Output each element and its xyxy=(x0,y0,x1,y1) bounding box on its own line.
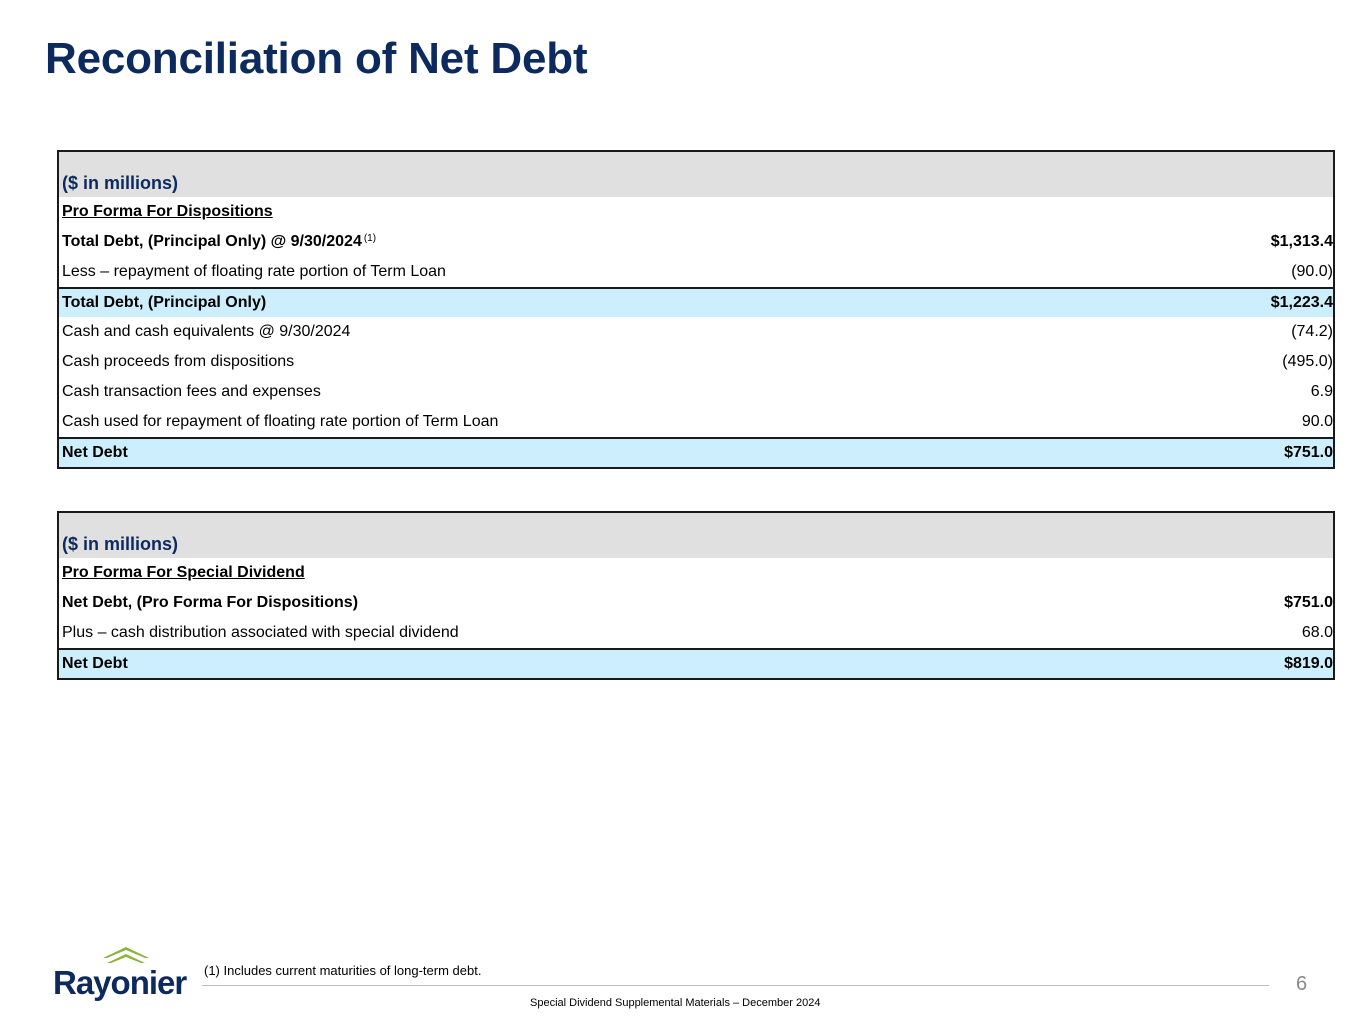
footer-divider xyxy=(202,985,1269,986)
units-label: ($ in millions) xyxy=(62,173,179,193)
row-value: (90.0) xyxy=(1291,263,1333,280)
row-label: Plus – cash distribution associated with special dividend xyxy=(62,624,459,641)
section-title: Pro Forma For Special Dividend xyxy=(62,564,305,581)
row-label: Cash transaction fees and expenses xyxy=(62,383,321,400)
table-row xyxy=(59,347,1333,377)
row-label: Total Debt, (Principal Only) @ 9/30/2024 xyxy=(62,233,362,250)
table-header xyxy=(59,513,1333,558)
row-value: $819.0 xyxy=(1284,655,1333,672)
section-title: Pro Forma For Dispositions xyxy=(62,203,273,220)
tree-mark-icon xyxy=(103,946,149,966)
row-value: $751.0 xyxy=(1284,594,1333,611)
row-value: $751.0 xyxy=(1284,444,1333,461)
table-row xyxy=(59,588,1333,618)
table-row xyxy=(59,317,1333,347)
table-row xyxy=(59,227,1333,257)
page-number: 6 xyxy=(1296,973,1308,995)
row-value: $1,223.4 xyxy=(1270,294,1333,311)
rayonier-logo xyxy=(53,946,203,1006)
table-row xyxy=(59,407,1333,437)
row-value: 68.0 xyxy=(1301,624,1333,641)
row-label: Net Debt xyxy=(62,655,128,672)
footnote: (1) Includes current maturities of long-term debt. xyxy=(204,963,482,978)
section-row xyxy=(59,558,1333,588)
net-debt-total-row xyxy=(59,437,1333,467)
row-value: (495.0) xyxy=(1282,353,1333,370)
row-label: Less – repayment of floating rate portion of Term Loan xyxy=(62,263,446,280)
row-value: (74.2) xyxy=(1291,323,1333,340)
table-header xyxy=(59,152,1333,197)
net-debt-special-dividend-table xyxy=(57,511,1335,680)
row-label: Total Debt, (Principal Only) xyxy=(62,294,267,311)
row-value: 90.0 xyxy=(1301,413,1333,430)
table-row xyxy=(59,618,1333,648)
section-row xyxy=(59,197,1333,227)
row-label: Net Debt xyxy=(62,444,128,461)
footer-caption: Special Dividend Supplemental Materials – December 2024 xyxy=(530,997,821,1009)
row-value: 6.9 xyxy=(1310,383,1333,400)
row-label: Cash proceeds from dispositions xyxy=(62,353,295,370)
table-row xyxy=(59,377,1333,407)
net-debt-dispositions-table xyxy=(57,150,1335,469)
footnote-marker: (1) xyxy=(363,233,377,244)
logo-wordmark: Rayonier xyxy=(53,964,187,1001)
row-label: Net Debt, (Pro Forma For Dispositions) xyxy=(62,594,359,611)
row-label: Cash and cash equivalents @ 9/30/2024 xyxy=(62,323,351,340)
subtotal-row xyxy=(59,287,1333,317)
table-row xyxy=(59,257,1333,287)
net-debt-total-row xyxy=(59,648,1333,678)
row-label: Cash used for repayment of floating rate portion of Term Loan xyxy=(62,413,499,430)
page-title: Reconciliation of Net Debt xyxy=(45,34,588,83)
units-label: ($ in millions) xyxy=(62,534,179,554)
row-value: $1,313.4 xyxy=(1270,233,1333,250)
